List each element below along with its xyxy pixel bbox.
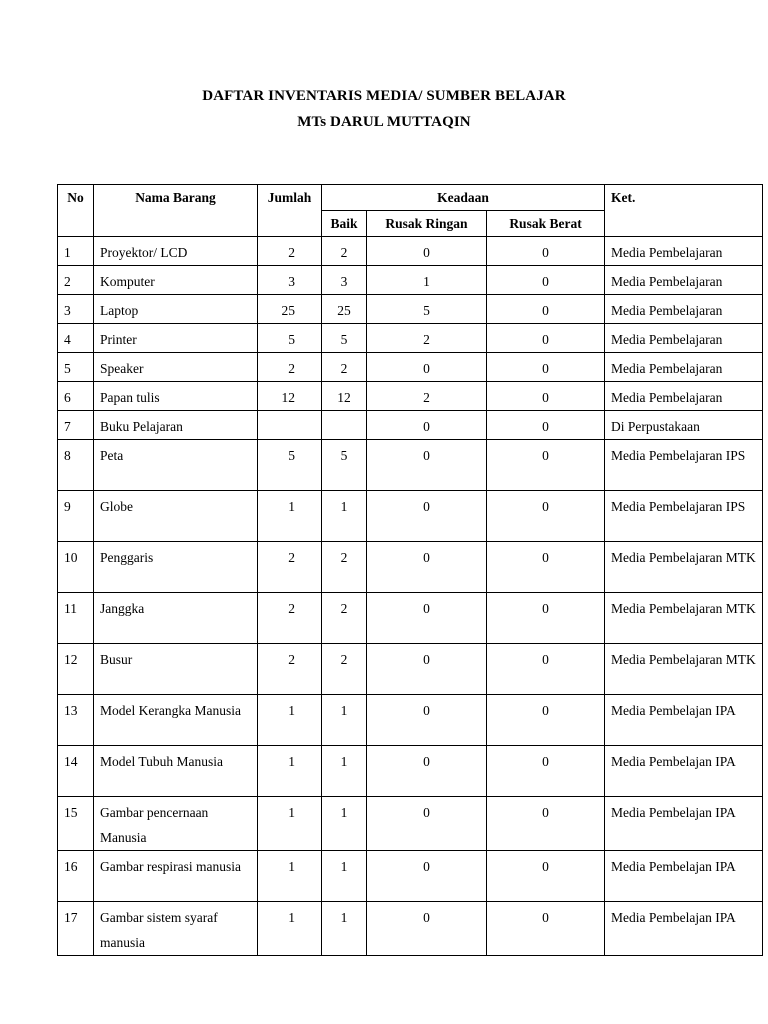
row-baik-cell: 1: [322, 797, 367, 851]
row-nama-barang-cell: Speaker: [94, 353, 258, 382]
table-row: [58, 237, 763, 266]
row-no-cell: 4: [58, 324, 94, 353]
row-ket-cell: Media Pembelajaran: [605, 382, 763, 411]
document-title: DAFTAR INVENTARIS MEDIA/ SUMBER BELAJAR: [202, 88, 566, 104]
row-rusak-berat-cell: 0: [487, 324, 605, 353]
row-ket-cell: Media Pembelajan IPA: [605, 797, 763, 851]
table-row: [58, 295, 763, 324]
row-baik-cell: 1: [322, 902, 367, 956]
header-rusak-berat: Rusak Berat: [487, 211, 605, 237]
row-jumlah-cell: 1: [258, 746, 322, 797]
row-jumlah-cell: 1: [258, 902, 322, 956]
table-row: [58, 746, 763, 797]
row-nama-barang-cell: Laptop: [94, 295, 258, 324]
table-row: [58, 542, 763, 593]
row-no-cell: 1: [58, 237, 94, 266]
row-rusak-ringan-cell: 0: [367, 746, 487, 797]
row-rusak-ringan-cell: 0: [367, 411, 487, 440]
row-rusak-berat-cell: 0: [487, 851, 605, 902]
row-baik-cell: 5: [322, 324, 367, 353]
row-ket-cell: Media Pembelajaran: [605, 237, 763, 266]
row-rusak-ringan-cell: 0: [367, 851, 487, 902]
row-baik-cell: 25: [322, 295, 367, 324]
row-nama-barang-cell: Papan tulis: [94, 382, 258, 411]
row-jumlah-cell: 2: [258, 353, 322, 382]
table-row: [58, 411, 763, 440]
row-baik-cell: 1: [322, 851, 367, 902]
row-rusak-berat-cell: 0: [487, 542, 605, 593]
row-baik-cell: 12: [322, 382, 367, 411]
row-baik-cell: 3: [322, 266, 367, 295]
row-nama-barang-cell: Busur: [94, 644, 258, 695]
inventory-table: [57, 184, 763, 956]
row-ket-cell: Media Pembelajaran MTK: [605, 644, 763, 695]
row-rusak-ringan-cell: 0: [367, 644, 487, 695]
row-nama-barang-cell: Gambar pencernaan Manusia: [94, 797, 258, 851]
row-baik-cell: [322, 411, 367, 440]
row-rusak-ringan-cell: 1: [367, 266, 487, 295]
row-no-cell: 15: [58, 797, 94, 851]
row-rusak-berat-cell: 0: [487, 797, 605, 851]
row-ket-cell: Media Pembelajaran: [605, 295, 763, 324]
row-jumlah-cell: 2: [258, 542, 322, 593]
row-no-cell: 6: [58, 382, 94, 411]
table-row: [58, 266, 763, 295]
row-nama-barang-cell: Printer: [94, 324, 258, 353]
row-no-cell: 8: [58, 440, 94, 491]
row-rusak-ringan-cell: 0: [367, 491, 487, 542]
row-baik-cell: 1: [322, 695, 367, 746]
row-nama-barang-cell: Globe: [94, 491, 258, 542]
row-jumlah-cell: 1: [258, 695, 322, 746]
row-nama-barang-cell: Penggaris: [94, 542, 258, 593]
row-no-cell: 10: [58, 542, 94, 593]
row-ket-cell: Media Pembelajan IPA: [605, 746, 763, 797]
row-rusak-ringan-cell: 0: [367, 237, 487, 266]
row-rusak-berat-cell: 0: [487, 440, 605, 491]
row-no-cell: 13: [58, 695, 94, 746]
row-jumlah-cell: 2: [258, 644, 322, 695]
row-baik-cell: 2: [322, 542, 367, 593]
row-nama-barang-cell: Model Kerangka Manusia: [94, 695, 258, 746]
row-jumlah-cell: 25: [258, 295, 322, 324]
row-no-cell: 11: [58, 593, 94, 644]
inventory-rows: [58, 237, 763, 956]
row-no-cell: 17: [58, 902, 94, 956]
row-rusak-berat-cell: 0: [487, 644, 605, 695]
table-row: [58, 902, 763, 956]
row-ket-cell: Di Perpustakaan: [605, 411, 763, 440]
row-jumlah-cell: 1: [258, 491, 322, 542]
row-rusak-ringan-cell: 0: [367, 902, 487, 956]
row-rusak-ringan-cell: 0: [367, 593, 487, 644]
row-jumlah-cell: 5: [258, 324, 322, 353]
row-rusak-ringan-cell: 0: [367, 797, 487, 851]
table-row: [58, 353, 763, 382]
row-rusak-berat-cell: 0: [487, 902, 605, 956]
header-baik: Baik: [322, 211, 367, 237]
row-nama-barang-cell: Buku Pelajaran: [94, 411, 258, 440]
row-baik-cell: 2: [322, 644, 367, 695]
table-row: [58, 440, 763, 491]
row-jumlah-cell: [258, 411, 322, 440]
row-ket-cell: Media Pembelajan IPA: [605, 851, 763, 902]
row-nama-barang-cell: Proyektor/ LCD: [94, 237, 258, 266]
header-rusak-ringan: Rusak Ringan: [367, 211, 487, 237]
document-subtitle: MTs DARUL MUTTAQIN: [297, 114, 471, 130]
row-rusak-ringan-cell: 0: [367, 695, 487, 746]
row-rusak-berat-cell: 0: [487, 266, 605, 295]
row-jumlah-cell: 2: [258, 237, 322, 266]
row-rusak-berat-cell: 0: [487, 237, 605, 266]
table-row: [58, 851, 763, 902]
row-jumlah-cell: 2: [258, 593, 322, 644]
row-rusak-ringan-cell: 2: [367, 382, 487, 411]
row-ket-cell: Media Pembelajaran IPS: [605, 491, 763, 542]
table-row: [58, 491, 763, 542]
row-rusak-ringan-cell: 2: [367, 324, 487, 353]
row-rusak-berat-cell: 0: [487, 382, 605, 411]
table-row: [58, 797, 763, 851]
row-baik-cell: 1: [322, 746, 367, 797]
row-ket-cell: Media Pembelajaran IPS: [605, 440, 763, 491]
row-no-cell: 9: [58, 491, 94, 542]
row-nama-barang-cell: Gambar sistem syaraf manusia: [94, 902, 258, 956]
row-baik-cell: 2: [322, 237, 367, 266]
row-no-cell: 12: [58, 644, 94, 695]
row-rusak-berat-cell: 0: [487, 411, 605, 440]
header-nama-barang: Nama Barang: [94, 185, 258, 237]
row-rusak-berat-cell: 0: [487, 695, 605, 746]
header-keadaan: Keadaan: [322, 185, 605, 211]
table-row: [58, 695, 763, 746]
row-baik-cell: 2: [322, 353, 367, 382]
row-baik-cell: 2: [322, 593, 367, 644]
row-rusak-berat-cell: 0: [487, 353, 605, 382]
row-no-cell: 16: [58, 851, 94, 902]
row-jumlah-cell: 12: [258, 382, 322, 411]
row-ket-cell: Media Pembelajaran MTK: [605, 542, 763, 593]
row-jumlah-cell: 1: [258, 851, 322, 902]
row-rusak-berat-cell: 0: [487, 593, 605, 644]
row-ket-cell: Media Pembelajan IPA: [605, 902, 763, 956]
table-row: [58, 644, 763, 695]
row-ket-cell: Media Pembelajaran: [605, 353, 763, 382]
row-jumlah-cell: 5: [258, 440, 322, 491]
row-no-cell: 7: [58, 411, 94, 440]
table-row: [58, 593, 763, 644]
row-ket-cell: Media Pembelajaran MTK: [605, 593, 763, 644]
row-jumlah-cell: 3: [258, 266, 322, 295]
header-jumlah: Jumlah: [258, 185, 322, 237]
row-rusak-ringan-cell: 0: [367, 542, 487, 593]
row-no-cell: 14: [58, 746, 94, 797]
row-rusak-berat-cell: 0: [487, 491, 605, 542]
row-ket-cell: Media Pembelajaran: [605, 266, 763, 295]
row-baik-cell: 5: [322, 440, 367, 491]
row-rusak-berat-cell: 0: [487, 746, 605, 797]
row-jumlah-cell: 1: [258, 797, 322, 851]
row-rusak-berat-cell: 0: [487, 295, 605, 324]
row-no-cell: 5: [58, 353, 94, 382]
row-rusak-ringan-cell: 5: [367, 295, 487, 324]
table-row: [58, 382, 763, 411]
row-nama-barang-cell: Peta: [94, 440, 258, 491]
row-nama-barang-cell: Janggka: [94, 593, 258, 644]
row-nama-barang-cell: Model Tubuh Manusia: [94, 746, 258, 797]
header-no: No: [58, 185, 94, 237]
row-nama-barang-cell: Gambar respirasi manusia: [94, 851, 258, 902]
row-no-cell: 2: [58, 266, 94, 295]
row-nama-barang-cell: Komputer: [94, 266, 258, 295]
header-ket: Ket.: [605, 185, 763, 237]
row-baik-cell: 1: [322, 491, 367, 542]
row-ket-cell: Media Pembelajan IPA: [605, 695, 763, 746]
row-rusak-ringan-cell: 0: [367, 440, 487, 491]
table-row: [58, 324, 763, 353]
row-rusak-ringan-cell: 0: [367, 353, 487, 382]
row-ket-cell: Media Pembelajaran: [605, 324, 763, 353]
row-no-cell: 3: [58, 295, 94, 324]
